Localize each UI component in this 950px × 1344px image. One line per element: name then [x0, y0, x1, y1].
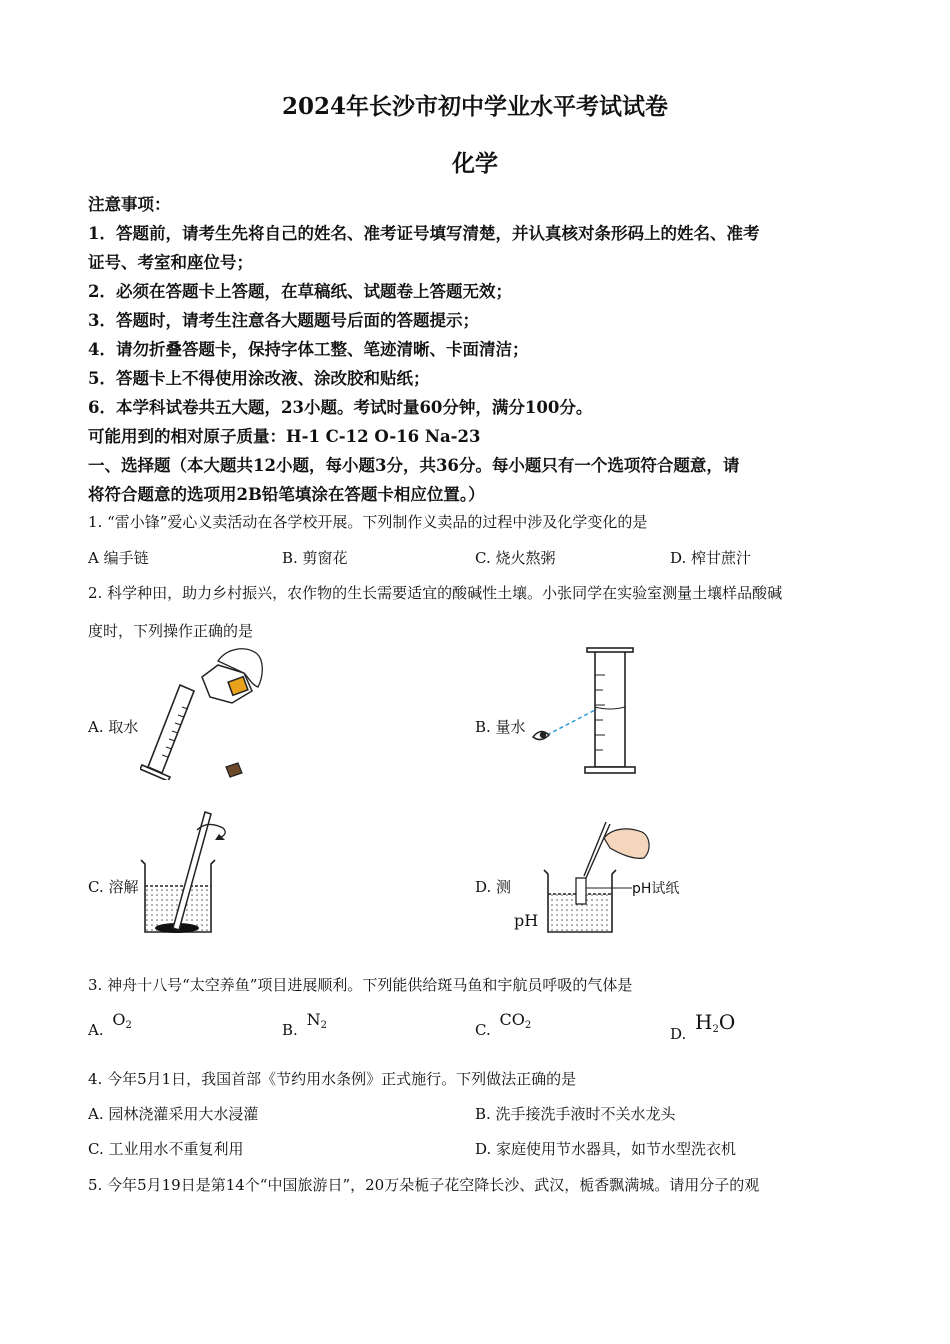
formula-main: O [112, 1010, 126, 1029]
notice-item: 2．必须在答题卡上答题，在草稿纸、试题卷上答题无效； [88, 282, 512, 301]
tweezers [584, 822, 610, 878]
notice-heading: 注意事项： [88, 195, 171, 214]
q2-stem-cont: 度时，下列操作正确的是 [88, 622, 254, 640]
notice-item: 4．请勿折叠答题卡，保持字体工整、笔迹清晰、卡面清洁； [88, 340, 529, 359]
option-letter: D. [670, 1025, 687, 1043]
figure-pour-water [140, 645, 275, 780]
atomic-mass-line: 可能用到的相对原子质量：H-1 C-12 O-16 Na-23 [88, 427, 481, 446]
option-letter: B. [282, 1021, 298, 1039]
q2-option-b[interactable]: B. 量水 [475, 718, 526, 736]
formula-sub: 2 [125, 1020, 132, 1031]
option-letter: C. [475, 1021, 491, 1039]
formula-main: CO [499, 1010, 525, 1029]
q2-stem: 2. 科学种田，助力乡村振兴，农作物的生长需要适宜的酸碱性土壤。小张同学在实验室测量土壤样品酸碱 [88, 584, 783, 602]
q3-stem: 3. 神舟十八号“太空养鱼”项目进展顺利。下列能供给斑马鱼和宇航员呼吸的气体是 [88, 976, 633, 994]
q4-stem: 4. 今年5月1日，我国首部《节约用水条例》正式施行。下列做法正确的是 [88, 1070, 577, 1088]
q4-option-c[interactable]: C. 工业用水不重复利用 [88, 1140, 244, 1158]
q2-option-c[interactable]: C. 溶解 [88, 878, 139, 896]
figure-dissolve [135, 808, 245, 938]
q2-option-a[interactable]: A. 取水 [88, 718, 139, 736]
formula-sub: 2 [524, 1020, 532, 1031]
figure-measure-water [525, 645, 645, 780]
formula-main: N [306, 1010, 321, 1029]
sight-line [547, 709, 597, 735]
notice-item: 3．答题时，请考生注意各大题题号后面的答题提示； [88, 311, 479, 330]
exam-title: 2024年长沙市初中学业水平考试试卷 [281, 93, 668, 120]
section-heading: 一、选择题（本大题共12小题，每小题3分，共36分。每小题只有一个选项符合题意，请 [88, 456, 740, 475]
q1-option-a[interactable]: A 编手链 [88, 549, 149, 567]
ph-paper-label: pH试纸 [632, 881, 680, 897]
q1-stem: 1. “雷小锋”爱心义卖活动在各学校开展。下列制作义卖品的过程中涉及化学变化的是 [88, 513, 648, 531]
q1-option-c[interactable]: C. 烧火熬粥 [475, 549, 556, 567]
q3-option-a[interactable] [88, 1010, 132, 1041]
formula-sub: 2 [712, 1024, 719, 1035]
formula-sub: 2 [320, 1020, 327, 1031]
hand [604, 829, 649, 858]
formula-tail: O [718, 1010, 736, 1034]
subject-title: 化学 [452, 150, 498, 177]
q1-option-b[interactable]: B. 剪窗花 [282, 549, 348, 567]
q3-option-d[interactable] [670, 1010, 736, 1045]
q3-option-b[interactable] [282, 1010, 327, 1041]
notice-item: 1．答题前，请考生先将自己的姓名、准考证号填写清楚，并认真核对条形码上的姓名、准考 [88, 224, 760, 243]
q2-option-d-ph: pH [514, 911, 539, 930]
stopper [226, 763, 242, 777]
notice-item: 6．本学科试卷共五大题，23小题。考试时量60分钟，满分100分。 [88, 398, 593, 417]
q5-stem: 5. 今年5月19日是第14个“中国旅游日”，20万朵栀子花空降长沙、武汉，栀香飘满城。请用分子的观 [88, 1176, 760, 1194]
notice-item: 证号、考室和座位号； [88, 253, 253, 272]
graduated-cylinder-tilted [140, 685, 194, 780]
ph-paper [576, 878, 586, 904]
section-heading-cont: 将符合题意的选项用2B铅笔填涂在答题卡相应位置。） [88, 485, 485, 504]
q2-option-d[interactable]: D. 测 [475, 878, 512, 896]
eye-icon [533, 731, 549, 739]
q4-option-d[interactable]: D. 家庭使用节水器具，如节水型洗衣机 [475, 1140, 737, 1158]
q1-option-d[interactable]: D. 榨甘蔗汁 [670, 549, 752, 567]
q4-option-b[interactable]: B. 洗手接洗手液时不关水龙头 [475, 1105, 676, 1123]
q4-option-a[interactable]: A. 园林浇灌采用大水浸灌 [88, 1105, 259, 1123]
notice-item: 5．答题卡上不得使用涂改液、涂改胶和贴纸； [88, 369, 430, 388]
q3-option-c[interactable] [475, 1010, 532, 1041]
option-letter: A. [88, 1021, 104, 1039]
formula-main: H [695, 1010, 713, 1034]
